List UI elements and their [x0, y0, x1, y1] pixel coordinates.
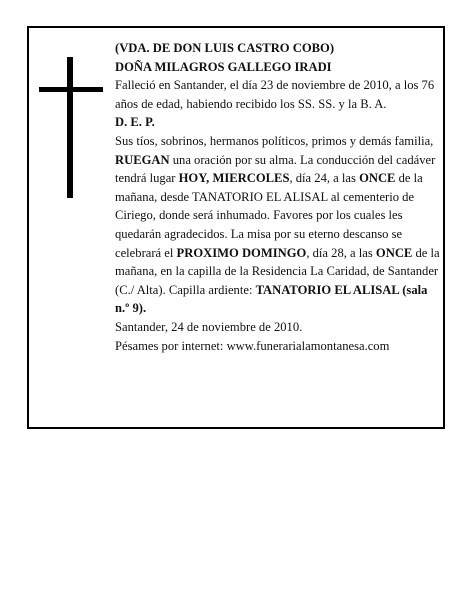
details-text-5: de la mañana, en la capilla de la Residencia La Caridad, de Santander (C./ Alta). Capilla ardiente: — [115, 245, 440, 297]
notice-text — [115, 39, 441, 355]
deceased-name: DOÑA MILAGROS GALLEGO IRADI — [115, 59, 332, 74]
widow-line: (VDA. DE DON LUIS CASTRO COBO) — [115, 41, 335, 55]
notice-date: Santander, 24 de noviembre de 2010. — [115, 319, 303, 334]
ruegan-text: RUEGAN — [115, 152, 170, 167]
dep-line: D. E. P. — [115, 115, 155, 130]
cross-horizontal-bar — [39, 87, 103, 92]
domingo-text: PROXIMO DOMINGO — [176, 245, 307, 260]
condolences-web: Pésames por internet: www.funerarialamontanesa.com — [115, 338, 390, 353]
details-text-4: , día 28, a las — [306, 245, 376, 260]
hoy-text: HOY, MIERCOLES — [178, 171, 290, 186]
details-text-1: una oración por su alma. La conducción del cadáver tendrá lugar — [115, 152, 436, 186]
once-text-1: ONCE — [359, 171, 396, 186]
details-text-2: , día 24, a las — [289, 171, 360, 186]
obituary-notice — [27, 26, 445, 429]
cross-vertical-bar — [67, 57, 73, 198]
details-text-3: de la mañana, desde TANATORIO EL ALISAL al cementerio de Ciriego, donde será inhumado. Favores por los cuales les quedarán agradecidos. La misa por su eterno descanso se celebrará el — [115, 171, 423, 260]
funeral-details — [115, 151, 441, 318]
family-line: Sus tíos, sobrinos, hermanos políticos, primos y demás familia, — [115, 133, 434, 148]
death-statement: Falleció en Santander, el día 23 de noviembre de 2010, a los 76 años de edad, habiendo recibido los SS. SS. y la B. A. — [115, 78, 435, 111]
once-text-2: ONCE — [375, 245, 413, 260]
capilla-text: TANATORIO EL ALISAL (sala n.º 9). — [115, 282, 428, 316]
